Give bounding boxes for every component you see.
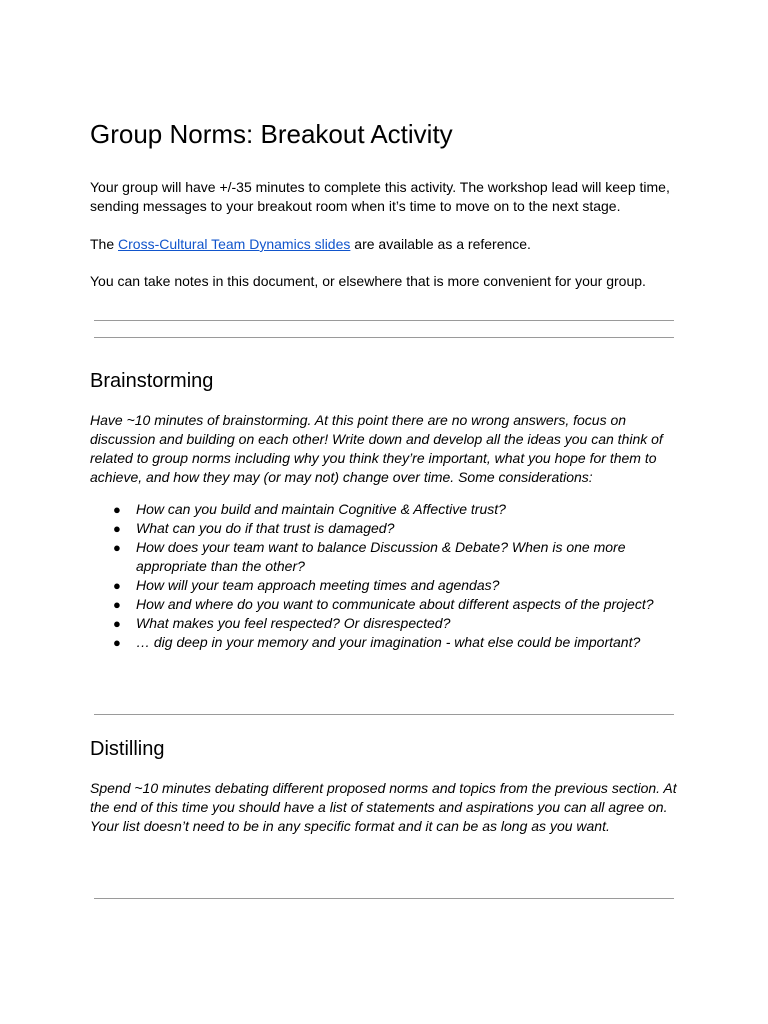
distilling-instructions: Spend ~10 minutes debating different proposed norms and topics from the previous section. At the end of this time you should have a list of statements and aspirations you can all agree on. Your list doesn’t need to be in any specific format and it can be as long as you want. [90,780,677,834]
considerations-list [90,500,680,652]
list-item [90,633,680,652]
list-item [90,538,680,576]
bullet-icon: ● [113,616,121,631]
bullet-icon: ● [113,635,121,650]
list-item [90,519,680,538]
horizontal-divider [94,714,674,715]
bullet-icon: ● [113,578,121,593]
list-item-text: How and where do you want to communicate about different aspects of the project? [136,596,654,612]
horizontal-divider [94,898,674,899]
list-item-text: … dig deep in your memory and your imagination - what else could be important? [136,634,641,650]
list-item-text: How does your team want to balance Discussion & Debate? When is one more appropriate than the other? [136,539,626,574]
horizontal-divider [94,320,674,321]
intro-paragraph-time: Your group will have +/-35 minutes to complete this activity. The workshop lead will keep time, sending messages to your breakout room when it’s time to move on to the next stage. [90,179,670,214]
list-item [90,614,680,633]
list-item-text: What makes you feel respected? Or disrespected? [136,615,451,631]
bullet-icon: ● [113,540,121,555]
bullet-icon: ● [113,597,121,612]
list-item [90,500,680,519]
slides-link[interactable]: Cross-Cultural Team Dynamics slides [118,236,351,252]
brainstorming-heading: Brainstorming [90,370,214,392]
list-item [90,595,680,614]
reference-suffix: are available as a reference. [350,236,531,252]
horizontal-divider [94,337,674,338]
reference-prefix: The [90,236,119,252]
page-title: Group Norms: Breakout Activity [90,119,453,149]
bullet-icon: ● [113,502,121,517]
distilling-heading: Distilling [90,738,165,760]
bullet-icon: ● [113,521,121,536]
brainstorming-instructions: Have ~10 minutes of brainstorming. At this point there are no wrong answers, focus on discussion and building on each other! Write down and develop all the ideas you can think of related to group norms including why you think they’re important, what you hope for them to achieve, and how they may (or may not) change over time. Some considerations: [90,412,663,485]
list-item-text: How can you build and maintain Cognitive & Affective trust? [136,501,506,517]
intro-paragraph-reference [90,235,680,254]
list-item-text: What can you do if that trust is damaged? [136,520,395,536]
intro-paragraph-notes: You can take notes in this document, or elsewhere that is more convenient for your group. [90,273,646,289]
list-item [90,576,680,595]
list-item-text: How will your team approach meeting times and agendas? [136,577,500,593]
